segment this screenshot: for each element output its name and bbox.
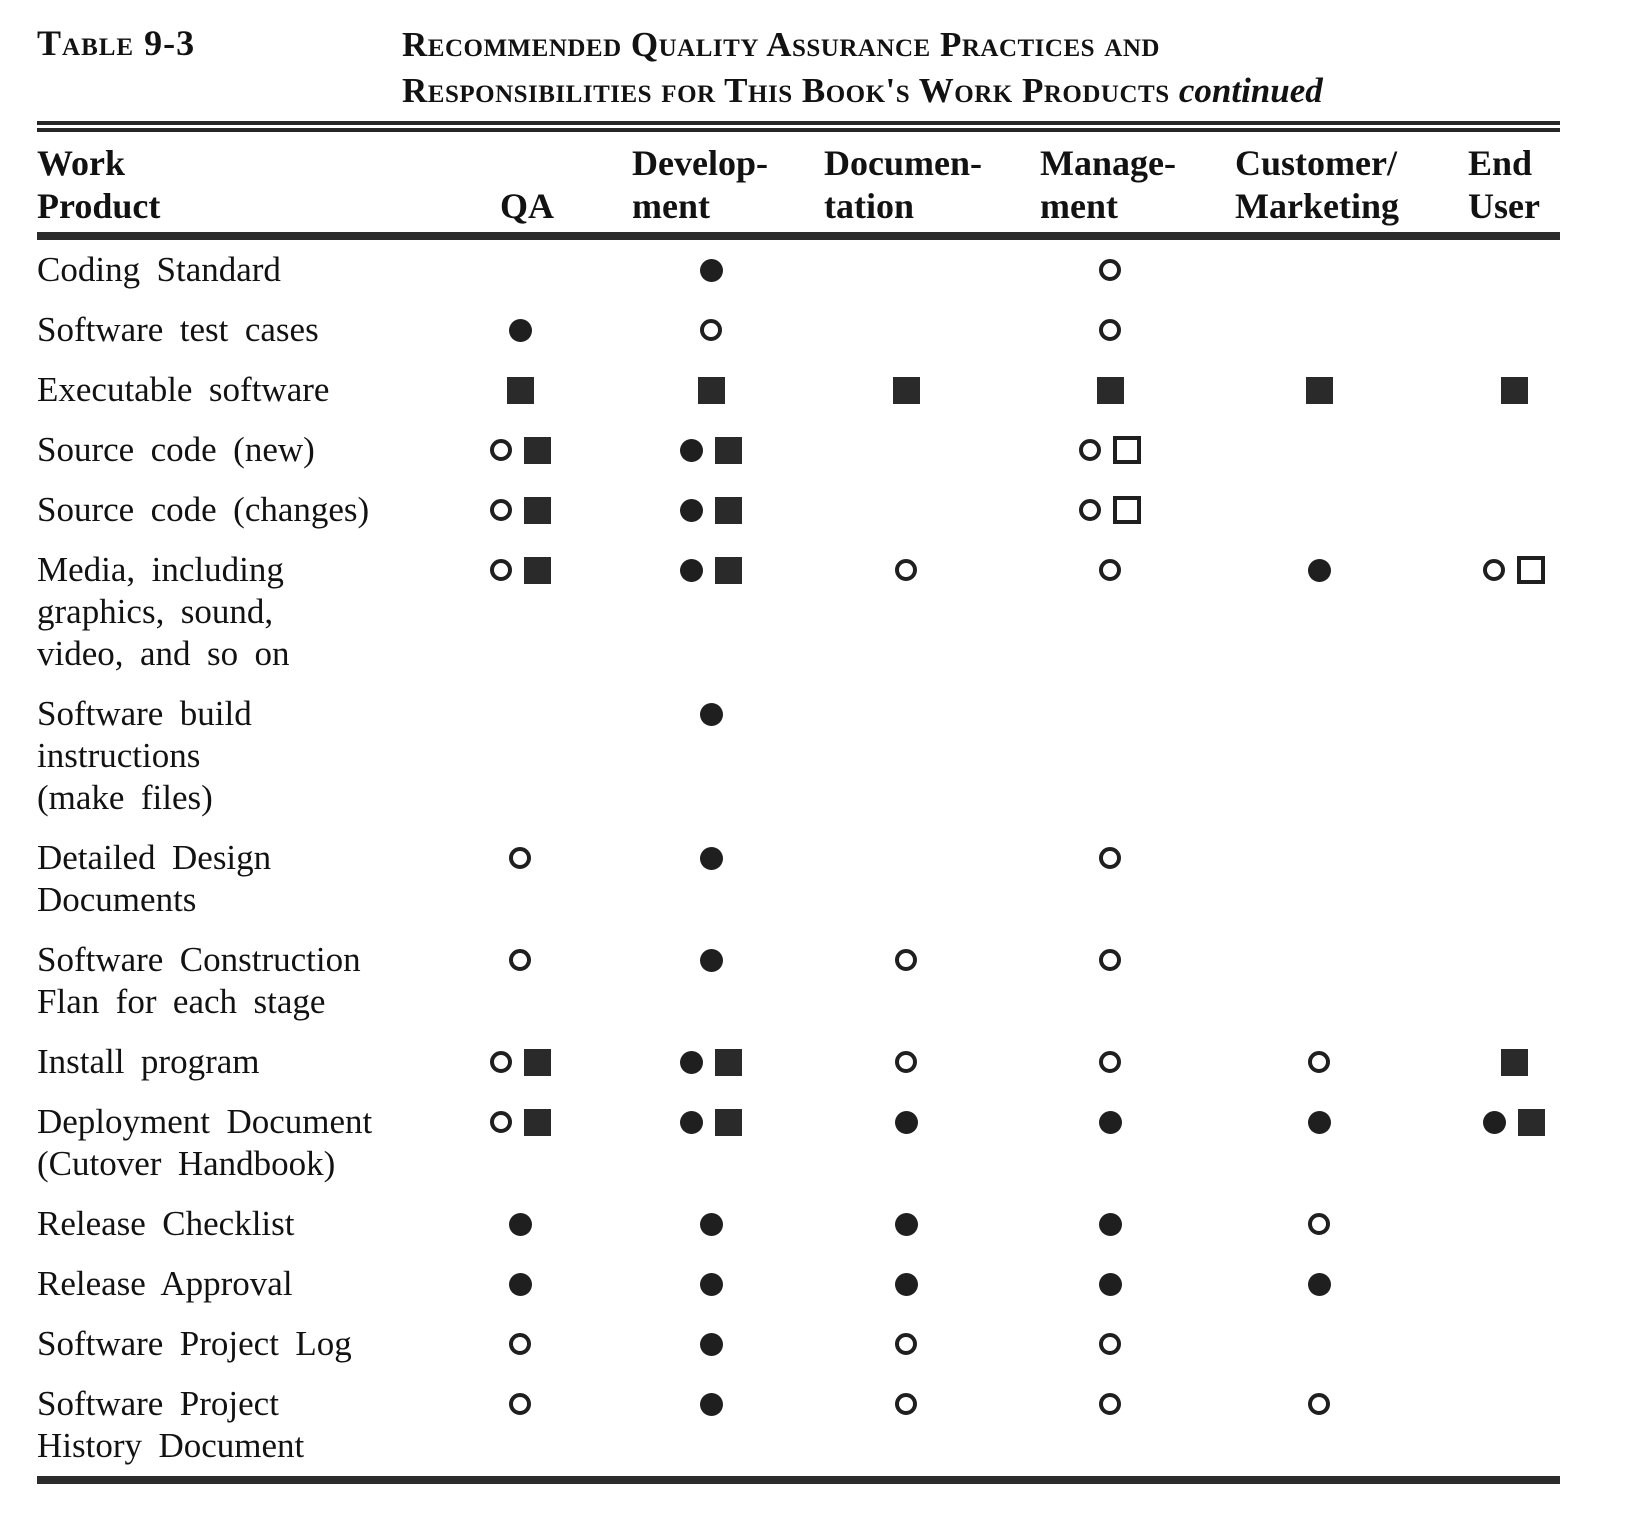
matrix-cell-documentation	[822, 828, 990, 930]
matrix-cell-end_user	[1408, 236, 1560, 300]
work-product-label: Source code (new)	[37, 430, 315, 469]
open-circle-icon	[490, 439, 512, 461]
filled-square-icon	[507, 377, 534, 404]
matrix-cell-qa	[440, 684, 600, 828]
filled-circle-icon	[1099, 1213, 1122, 1236]
filled-square-icon	[715, 1049, 742, 1076]
table-row	[37, 236, 1560, 300]
matrix-cell-end_user	[1408, 930, 1560, 1032]
work-product-label: Coding Standard	[37, 250, 281, 289]
matrix-cell-qa	[440, 236, 600, 300]
matrix-cell-documentation	[822, 1254, 990, 1314]
filled-circle-icon	[700, 1273, 723, 1296]
open-circle-icon	[895, 1333, 917, 1355]
matrix-cell-end_user	[1408, 1032, 1560, 1092]
open-square-icon	[1113, 436, 1141, 464]
open-circle-icon	[895, 1393, 917, 1415]
matrix-cell-development	[600, 1254, 822, 1314]
table-row	[37, 1032, 1560, 1092]
open-circle-icon	[1099, 319, 1121, 341]
filled-circle-icon	[700, 949, 723, 972]
filled-square-icon	[715, 497, 742, 524]
work-product-label: Software Project History Document	[37, 1384, 305, 1465]
matrix-cell-customer_marketing	[1230, 684, 1408, 828]
top-double-rule	[37, 121, 1560, 132]
table-title-line1: Recommended Quality Assurance Practices and	[402, 25, 1160, 64]
table-row	[37, 300, 1560, 360]
work-product-label: Software Construction Flan for each stage	[37, 940, 361, 1021]
matrix-cell-management	[990, 1092, 1230, 1194]
matrix-cell-development	[600, 1092, 822, 1194]
filled-circle-icon	[895, 1273, 918, 1296]
filled-circle-icon	[509, 1213, 532, 1236]
table-row	[37, 420, 1560, 480]
open-circle-icon	[895, 1051, 917, 1073]
matrix-cell-development	[600, 930, 822, 1032]
matrix-cell-documentation	[822, 480, 990, 540]
matrix-cell-qa	[440, 1254, 600, 1314]
header-line: Manage-	[1040, 143, 1176, 183]
open-circle-icon	[490, 499, 512, 521]
matrix-cell-end_user	[1408, 540, 1560, 684]
matrix-cell-management	[990, 1032, 1230, 1092]
header-line: ment	[1040, 186, 1118, 226]
matrix-cell-documentation	[822, 1314, 990, 1374]
filled-square-icon	[715, 1109, 742, 1136]
filled-square-icon	[1501, 377, 1528, 404]
matrix-cell-qa	[440, 1092, 600, 1194]
table-title-line2-text: Responsibilities for This Book's Work Products	[402, 71, 1170, 110]
matrix-cell-end_user	[1408, 1092, 1560, 1194]
filled-circle-icon	[1308, 1273, 1331, 1296]
table-row	[37, 540, 1560, 684]
matrix-cell-management	[990, 930, 1230, 1032]
matrix-cell-qa	[440, 1194, 600, 1254]
open-circle-icon	[490, 1111, 512, 1133]
column-header-development	[600, 138, 822, 236]
open-circle-icon	[895, 559, 917, 581]
matrix-cell-management	[990, 1254, 1230, 1314]
open-circle-icon	[1079, 499, 1101, 521]
matrix-cell-management	[990, 684, 1230, 828]
column-header-qa	[440, 138, 600, 236]
matrix-cell-customer_marketing	[1230, 1314, 1408, 1374]
matrix-cell-management	[990, 360, 1230, 420]
matrix-cell-qa	[440, 930, 600, 1032]
work-product-label: Software Project Log	[37, 1324, 352, 1363]
filled-circle-icon	[509, 319, 532, 342]
matrix-cell-development	[600, 1314, 822, 1374]
filled-square-icon	[715, 437, 742, 464]
header-line: End	[1468, 143, 1533, 183]
filled-circle-icon	[700, 1333, 723, 1356]
matrix-cell-customer_marketing	[1230, 300, 1408, 360]
header-line: Work	[37, 143, 126, 183]
filled-square-icon	[1306, 377, 1333, 404]
matrix-cell-management	[990, 420, 1230, 480]
column-header-end-user	[1408, 138, 1560, 236]
matrix-cell-documentation	[822, 1092, 990, 1194]
header-line: User	[1468, 186, 1540, 226]
work-product-label: Software test cases	[37, 310, 319, 349]
header-line: Develop-	[632, 143, 768, 183]
matrix-cell-documentation	[822, 1374, 990, 1480]
matrix-cell-end_user	[1408, 420, 1560, 480]
matrix-cell-customer_marketing	[1230, 1032, 1408, 1092]
open-circle-icon	[509, 1393, 531, 1415]
matrix-cell-development	[600, 300, 822, 360]
filled-circle-icon	[1308, 1111, 1331, 1134]
matrix-cell-end_user	[1408, 828, 1560, 930]
table-number-label: Table 9-3	[37, 23, 196, 63]
header-line: ment	[632, 186, 710, 226]
table-row	[37, 1254, 1560, 1314]
matrix-cell-customer_marketing	[1230, 420, 1408, 480]
matrix-cell-qa	[440, 360, 600, 420]
filled-square-icon	[524, 497, 551, 524]
matrix-cell-management	[990, 1314, 1230, 1374]
table-row	[37, 1092, 1560, 1194]
table-title	[402, 22, 1323, 114]
matrix-cell-qa	[440, 540, 600, 684]
matrix-cell-documentation	[822, 1032, 990, 1092]
filled-square-icon	[1097, 377, 1124, 404]
header-line: Customer/	[1235, 143, 1397, 183]
matrix-cell-management	[990, 540, 1230, 684]
work-product-label: Source code (changes)	[37, 490, 370, 529]
filled-circle-icon	[895, 1213, 918, 1236]
open-circle-icon	[1099, 847, 1121, 869]
matrix-cell-customer_marketing	[1230, 360, 1408, 420]
header-line: Marketing	[1235, 186, 1399, 226]
filled-circle-icon	[700, 703, 723, 726]
matrix-cell-development	[600, 360, 822, 420]
open-circle-icon	[1099, 1393, 1121, 1415]
matrix-cell-qa	[440, 480, 600, 540]
matrix-cell-management	[990, 1374, 1230, 1480]
filled-square-icon	[715, 557, 742, 584]
table-title-line2	[402, 68, 1323, 114]
column-header-work-product	[37, 138, 440, 236]
open-circle-icon	[490, 559, 512, 581]
filled-square-icon	[524, 437, 551, 464]
open-circle-icon	[1308, 1393, 1330, 1415]
open-circle-icon	[1099, 949, 1121, 971]
qa-responsibility-matrix	[37, 138, 1560, 1484]
column-header-management	[990, 138, 1230, 236]
matrix-cell-development	[600, 684, 822, 828]
header-line: Documen-	[824, 143, 982, 183]
header-line: QA	[500, 186, 554, 226]
matrix-cell-management	[990, 480, 1230, 540]
matrix-cell-development	[600, 1032, 822, 1092]
filled-square-icon	[1518, 1109, 1545, 1136]
open-circle-icon	[509, 1333, 531, 1355]
matrix-cell-development	[600, 480, 822, 540]
column-header-documentation	[822, 138, 990, 236]
open-circle-icon	[1308, 1213, 1330, 1235]
column-header-customer-marketing	[1230, 138, 1408, 236]
table-row	[37, 480, 1560, 540]
work-product-label: Media, including graphics, sound, video, and so on	[37, 550, 290, 673]
open-square-icon	[1517, 556, 1545, 584]
table-row	[37, 1374, 1560, 1480]
work-product-label: Executable software	[37, 370, 330, 409]
matrix-cell-documentation	[822, 300, 990, 360]
open-circle-icon	[1099, 1333, 1121, 1355]
matrix-cell-end_user	[1408, 1314, 1560, 1374]
matrix-cell-end_user	[1408, 1374, 1560, 1480]
matrix-cell-end_user	[1408, 1254, 1560, 1314]
matrix-cell-qa	[440, 420, 600, 480]
matrix-cell-documentation	[822, 420, 990, 480]
matrix-cell-development	[600, 236, 822, 300]
work-product-label: Release Checklist	[37, 1204, 295, 1243]
work-product-label: Software build instructions (make files)	[37, 694, 252, 817]
open-circle-icon	[509, 847, 531, 869]
filled-square-icon	[893, 377, 920, 404]
matrix-cell-qa	[440, 300, 600, 360]
filled-circle-icon	[680, 1111, 703, 1134]
matrix-cell-development	[600, 1374, 822, 1480]
matrix-cell-management	[990, 828, 1230, 930]
filled-square-icon	[524, 1109, 551, 1136]
work-product-label: Deployment Document (Cutover Handbook)	[37, 1102, 373, 1183]
open-circle-icon	[509, 949, 531, 971]
table-row	[37, 828, 1560, 930]
matrix-cell-documentation	[822, 1194, 990, 1254]
filled-circle-icon	[680, 499, 703, 522]
open-circle-icon	[1079, 439, 1101, 461]
matrix-cell-end_user	[1408, 360, 1560, 420]
open-circle-icon	[895, 949, 917, 971]
matrix-cell-customer_marketing	[1230, 236, 1408, 300]
matrix-cell-documentation	[822, 684, 990, 828]
filled-circle-icon	[895, 1111, 918, 1134]
filled-circle-icon	[1099, 1273, 1122, 1296]
filled-circle-icon	[700, 1393, 723, 1416]
work-product-label: Release Approval	[37, 1264, 293, 1303]
matrix-cell-customer_marketing	[1230, 540, 1408, 684]
matrix-cell-end_user	[1408, 480, 1560, 540]
matrix-cell-documentation	[822, 540, 990, 684]
matrix-cell-customer_marketing	[1230, 930, 1408, 1032]
matrix-cell-customer_marketing	[1230, 480, 1408, 540]
table-row	[37, 360, 1560, 420]
filled-square-icon	[698, 377, 725, 404]
filled-circle-icon	[1099, 1111, 1122, 1134]
header-line: tation	[824, 186, 914, 226]
filled-circle-icon	[1483, 1111, 1506, 1134]
matrix-body	[37, 236, 1560, 1480]
matrix-cell-qa	[440, 1314, 600, 1374]
filled-circle-icon	[680, 1051, 703, 1074]
matrix-cell-qa	[440, 1032, 600, 1092]
work-product-label: Detailed Design Documents	[37, 838, 272, 919]
matrix-cell-documentation	[822, 360, 990, 420]
matrix-cell-customer_marketing	[1230, 1254, 1408, 1314]
filled-circle-icon	[700, 1213, 723, 1236]
filled-square-icon	[524, 557, 551, 584]
matrix-cell-end_user	[1408, 684, 1560, 828]
matrix-cell-qa	[440, 1374, 600, 1480]
matrix-cell-qa	[440, 828, 600, 930]
header-row	[37, 138, 1560, 236]
matrix-cell-customer_marketing	[1230, 1092, 1408, 1194]
open-circle-icon	[1099, 559, 1121, 581]
matrix-cell-management	[990, 300, 1230, 360]
filled-circle-icon	[680, 439, 703, 462]
table-row	[37, 1194, 1560, 1254]
table-title-continued: continued	[1178, 71, 1323, 110]
matrix-cell-documentation	[822, 930, 990, 1032]
filled-circle-icon	[700, 259, 723, 282]
filled-circle-icon	[1308, 559, 1331, 582]
matrix-cell-development	[600, 1194, 822, 1254]
matrix-cell-customer_marketing	[1230, 1374, 1408, 1480]
work-product-label: Install program	[37, 1042, 260, 1081]
open-circle-icon	[490, 1051, 512, 1073]
table-row	[37, 930, 1560, 1032]
filled-square-icon	[524, 1049, 551, 1076]
open-circle-icon	[700, 319, 722, 341]
open-circle-icon	[1099, 1051, 1121, 1073]
matrix-cell-customer_marketing	[1230, 828, 1408, 930]
table-row	[37, 684, 1560, 828]
matrix-cell-development	[600, 828, 822, 930]
matrix-cell-end_user	[1408, 1194, 1560, 1254]
matrix-cell-management	[990, 236, 1230, 300]
matrix-cell-end_user	[1408, 300, 1560, 360]
matrix-cell-development	[600, 540, 822, 684]
filled-circle-icon	[680, 559, 703, 582]
matrix-cell-management	[990, 1194, 1230, 1254]
open-circle-icon	[1308, 1051, 1330, 1073]
matrix-cell-development	[600, 420, 822, 480]
filled-circle-icon	[700, 847, 723, 870]
open-circle-icon	[1483, 559, 1505, 581]
open-circle-icon	[1099, 259, 1121, 281]
matrix-cell-customer_marketing	[1230, 1194, 1408, 1254]
filled-circle-icon	[509, 1273, 532, 1296]
table-row	[37, 1314, 1560, 1374]
matrix-cell-documentation	[822, 236, 990, 300]
filled-square-icon	[1501, 1049, 1528, 1076]
header-line: Product	[37, 186, 161, 226]
open-square-icon	[1113, 496, 1141, 524]
